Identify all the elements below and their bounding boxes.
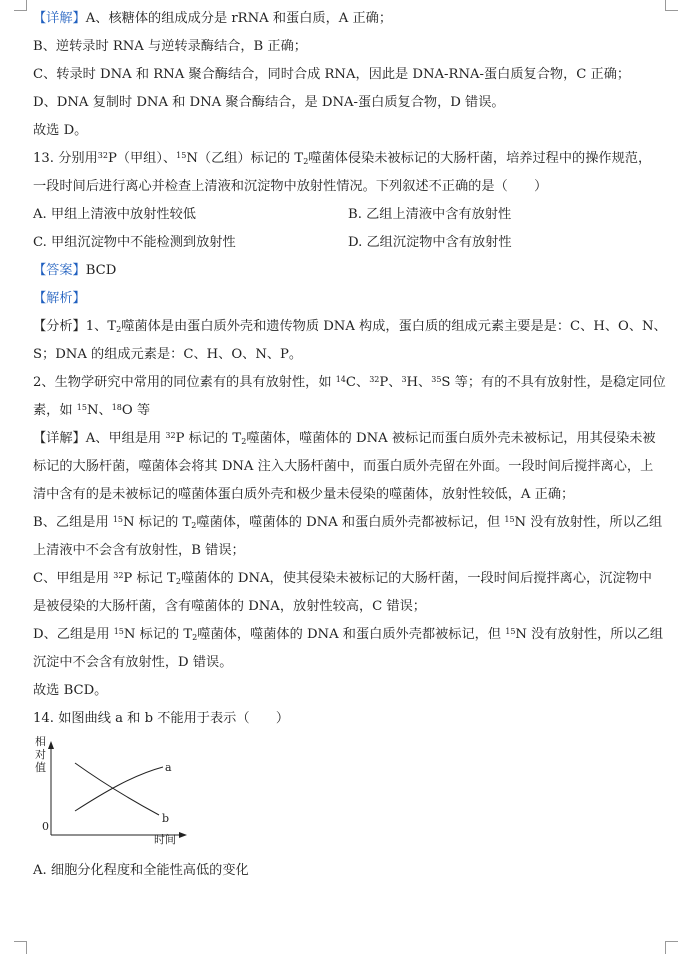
option-a: A. 细胞分化程度和全能性高低的变化 bbox=[33, 863, 249, 878]
detail-tag: 【详解】 bbox=[33, 431, 86, 446]
analysis-tag: 【分析】 bbox=[33, 319, 86, 334]
y-axis-label: 相对值 bbox=[35, 735, 46, 774]
curve-b-label: b bbox=[162, 812, 170, 825]
x-axis-arrow bbox=[179, 832, 187, 838]
curve-a bbox=[75, 767, 163, 811]
explanation-line: 【详解】A、核糖体的组成成分是 rRNA 和蛋白质，A 正确； bbox=[33, 11, 393, 26]
curve-graph bbox=[33, 735, 213, 853]
explanation-line: C、转录时 DNA 和 RNA 聚合酶结合，同时合成 RNA，因此是 DNA-RNA-蛋白质复合物，C 正确； bbox=[33, 67, 631, 82]
y-axis-arrow bbox=[48, 741, 54, 749]
conclusion: 故选 D。 bbox=[33, 123, 88, 138]
analysis-line: S；DNA 的组成元素是：C、H、O、N、P。 bbox=[33, 347, 303, 362]
option-a: A. 甲组上清液中放射性较低 bbox=[33, 207, 196, 222]
analysis-heading: 【解析】 bbox=[33, 291, 86, 306]
detail-line: 上清液中不会含有放射性，B 错误； bbox=[33, 543, 245, 558]
document-body bbox=[33, 5, 667, 885]
options-row bbox=[33, 229, 663, 257]
graph-svg bbox=[33, 735, 213, 853]
detail-line: 是被侵染的大肠杆菌，含有噬菌体的 DNA，放射性较高，C 错误； bbox=[33, 599, 426, 614]
question-14-stem: 14. 如图曲线 a 和 b 不能用于表示（ ） bbox=[33, 711, 290, 726]
page-corner-mark bbox=[665, 0, 678, 11]
question-13-stem: 13. 分别用$^{32}$P（甲组）、$^{15}$N（乙组）标记的 $T_2$噬菌体侵染未被标记的大肠杆菌，培养过程中的操作规范， bbox=[33, 151, 652, 166]
question-13-stem-cont: 一段时间后进行离心并检查上清液和沉淀物中放射性情况。下列叙述不正确的是（ ） bbox=[33, 179, 548, 194]
detail-line: 沉淀中不会含有放射性，D 错误。 bbox=[33, 655, 233, 670]
option-c: C. 甲组沉淀物中不能检测到放射性 bbox=[33, 235, 236, 250]
curve-a-label: a bbox=[165, 761, 172, 774]
detail-line: D、乙组是用 $^{15}$N 标记的 $T_2$噬菌体，噬菌体的 DNA 和蛋白质外壳都被标记，但 $^{15}$N 没有放射性，所以乙组 bbox=[33, 627, 664, 642]
page-corner-mark bbox=[14, 0, 27, 11]
detail-line: 【详解】A、甲组是用 $^{32}$P 标记的 $T_2$噬菌体，噬菌体的 DNA 被标记而蛋白质外壳未被标记，用其侵染未被 bbox=[33, 431, 656, 446]
analysis-line: 【分析】1、$T_2$噬菌体是由蛋白质外壳和遗传物质 DNA 构成，蛋白质的组成元素主要是是：C、H、O、N、 bbox=[33, 319, 667, 334]
detail-line: C、甲组是用 $^{32}$P 标记 $T_2$噬菌体的 DNA，使其侵染未被标记的大肠杆菌，一段时间后搅拌离心，沉淀物中 bbox=[33, 571, 652, 586]
explanation-line: D、DNA 复制时 DNA 和 DNA 聚合酶结合，是 DNA-蛋白质复合物，D 错误。 bbox=[33, 95, 505, 110]
page-corner-mark bbox=[14, 941, 27, 954]
detail-line: B、乙组是用 $^{15}$N 标记的 $T_2$噬菌体，噬菌体的 DNA 和蛋白质外壳都被标记，但 $^{15}$N 没有放射性，所以乙组 bbox=[33, 515, 663, 530]
answer-tag: 【答案】 bbox=[33, 263, 86, 278]
detail-line: 清中含有的是未被标记的噬菌体蛋白质外壳和极少量未侵染的噬菌体，放射性较低，A 正确； bbox=[33, 487, 575, 502]
explanation-line: B、逆转录时 RNA 与逆转录酶结合，B 正确； bbox=[33, 39, 307, 54]
conclusion: 故选 BCD。 bbox=[33, 683, 108, 698]
analysis-line: 2、生物学研究中常用的同位素有的具有放射性，如 $^{14}$C、$^{32}$P、$^3$H、$^{35}$S 等；有的不具有放射性，是稳定同位 bbox=[33, 375, 666, 390]
detail-line: 标记的大肠杆菌，噬菌体会将其 DNA 注入大肠杆菌中，而蛋白质外壳留在外面。一段时间后搅拌离心，上 bbox=[33, 459, 654, 474]
x-axis-label: 时间 bbox=[154, 833, 176, 846]
options-row bbox=[33, 201, 663, 229]
option-b: B. 乙组上清液中含有放射性 bbox=[348, 207, 512, 222]
option-d: D. 乙组沉淀物中含有放射性 bbox=[348, 235, 512, 250]
origin-label: 0 bbox=[42, 820, 49, 833]
detail-tag: 【详解】 bbox=[33, 11, 86, 26]
answer bbox=[33, 257, 663, 285]
analysis-line: 素，如 $^{15}$N、$^{18}$O 等 bbox=[33, 403, 151, 418]
curve-b bbox=[75, 763, 159, 815]
answer-value: BCD bbox=[85, 263, 117, 278]
page-corner-mark bbox=[665, 941, 678, 954]
